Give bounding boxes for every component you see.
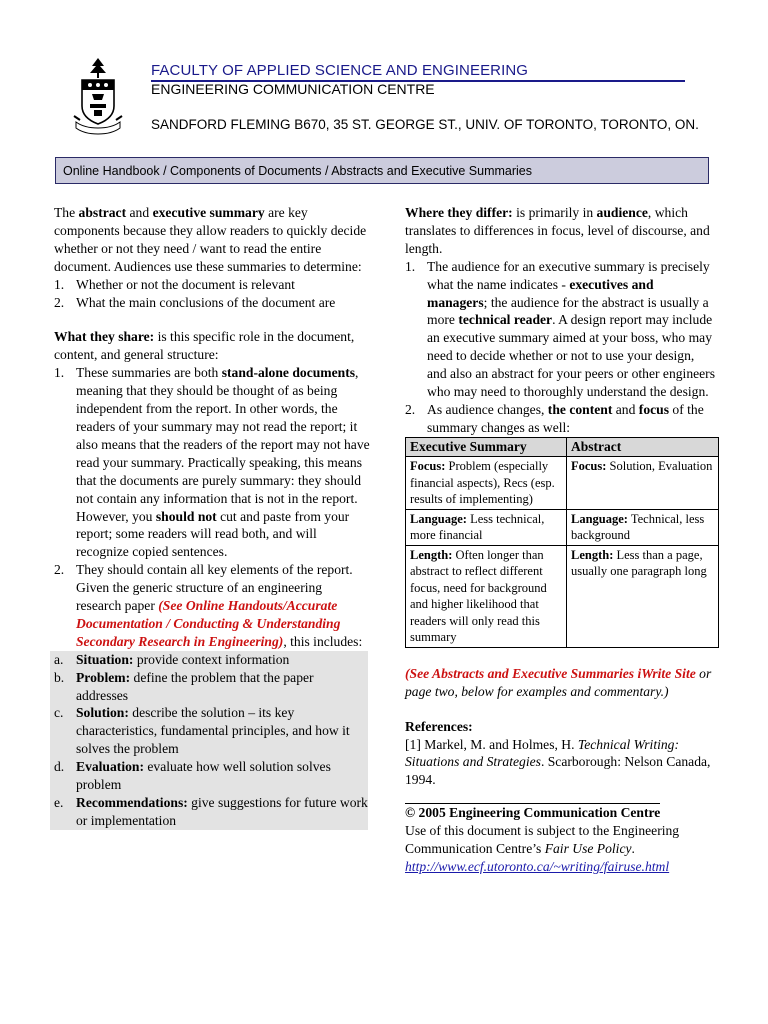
university-crest-icon [70, 56, 126, 136]
key-elements-list [50, 651, 368, 830]
faculty-heading: FACULTY OF APPLIED SCIENCE AND ENGINEERING [151, 62, 529, 79]
column-header: Abstract [567, 437, 719, 457]
differ-list [405, 258, 717, 437]
fair-use-paragraph: Use of this document is subject to the Engineering Communication Centre’s Fair Use Policy. [405, 823, 680, 857]
column-header: Executive Summary [406, 437, 567, 457]
see-also-paragraph: (See Abstracts and Executive Summaries iWrite Site or page two, below for examples and commentary.) [405, 665, 712, 699]
list-item: d. Evaluation: evaluate how well solution solves problem [54, 759, 331, 793]
list-item: 2. As audience changes, the content and focus of the summary changes as well: [405, 401, 704, 435]
references-heading: References: [405, 718, 473, 734]
list-item: 1. The audience for an executive summary is precisely what the name indicates - executives and managers; the audience for the abstract is usually a more technical reader. A design report may include an executive summary aimed at your boss, who may need to decide whether or not to use your design, and also an abstract for your peers or other engineers who may need to thoroughly understand the design. [405, 258, 715, 400]
table-cell: Length: Often longer than abstract to reflect different focus, need for background and higher likelihood that readers will only read this summary [406, 545, 567, 647]
table-header-row [406, 437, 719, 457]
table-cell: Language: Less technical, more financial [406, 509, 567, 545]
breadcrumb-text: Online Handbook / Components of Documents / Abstracts and Executive Summaries [63, 164, 532, 178]
list-item: 2. What the main conclusions of the document are [54, 294, 336, 310]
breadcrumb [55, 157, 709, 184]
right-column [405, 204, 717, 876]
share-paragraph: What they share: is this specific role in the document, content, and general structure: [54, 329, 355, 363]
iwrite-reference: (See Abstracts and Executive Summaries iWrite Site [405, 665, 696, 681]
table-cell: Focus: Solution, Evaluation [567, 457, 719, 510]
reference-entry: [1] Markel, M. and Holmes, H. Technical Writing: Situations and Strategies. Scarborough: Nelson Canada, 1994. [405, 736, 711, 788]
table-cell: Length: Less than a page, usually one paragraph long [567, 545, 719, 647]
centre-heading: ENGINEERING COMMUNICATION CENTRE [151, 81, 435, 97]
table-row [406, 509, 719, 545]
online-handouts-reference: (See Online Handouts/Accurate Documentation / Conducting & Understanding Secondary Research in Engineering) [76, 598, 341, 649]
address-line: SANDFORD FLEMING B670, 35 ST. GEORGE ST., UNIV. OF TORONTO, TORONTO, ON. [151, 117, 699, 132]
fair-use-link[interactable]: http://www.ecf.utoronto.ca/~writing/fairuse.html [405, 858, 670, 874]
table-row [406, 457, 719, 510]
list-item: 2. They should contain all key elements of the report. Given the generic structure of an engineering research paper (See Online Handouts/Accurate Documentation / Conducting & Understanding Secondary Research in Engineering), this includes: [54, 562, 363, 649]
left-column [54, 204, 370, 830]
share-list [54, 364, 370, 651]
list-item: a. Situation: provide context information [54, 651, 290, 667]
list-item: b. Problem: define the problem that the paper addresses [54, 669, 314, 703]
copyright-line: © 2005 Engineering Communication Centre [405, 805, 661, 821]
list-item: e. Recommendations: give suggestions for future work or implementation [54, 795, 368, 828]
list-item: 1. These summaries are both stand-alone documents, meaning that they should be thought of as being independent from the report. In other words, the readers of your summary may not read the report; it also means that the readers of the report may not have read your summary. Practically speaking, this means that the documents are purely summary: they should not contain any information that is not in the report. However, you should not cut and paste from your report; some readers will read both, and will recognize copied sentences. [54, 365, 370, 560]
table-cell: Focus: Problem (especially financial aspects), Recs (esp. results of implementing) [406, 457, 567, 510]
list-item: 1. Whether or not the document is relevant [54, 276, 295, 292]
table-cell: Language: Technical, less background [567, 509, 719, 545]
comparison-table [405, 437, 719, 648]
table-row [406, 545, 719, 647]
intro-paragraph: The abstract and executive summary are key components because they allow readers to quickly decide whether or not they need / want to read the entire document. Audiences use these summaries to determine: [54, 205, 367, 274]
list-item: c. Solution: describe the solution – its key characteristics, fundamental principles, and how it solves the problem [54, 705, 350, 757]
determine-list [54, 276, 370, 312]
differ-paragraph: Where they differ: is primarily in audience, which translates to differences in focus, level of discourse, and length. [405, 205, 710, 256]
